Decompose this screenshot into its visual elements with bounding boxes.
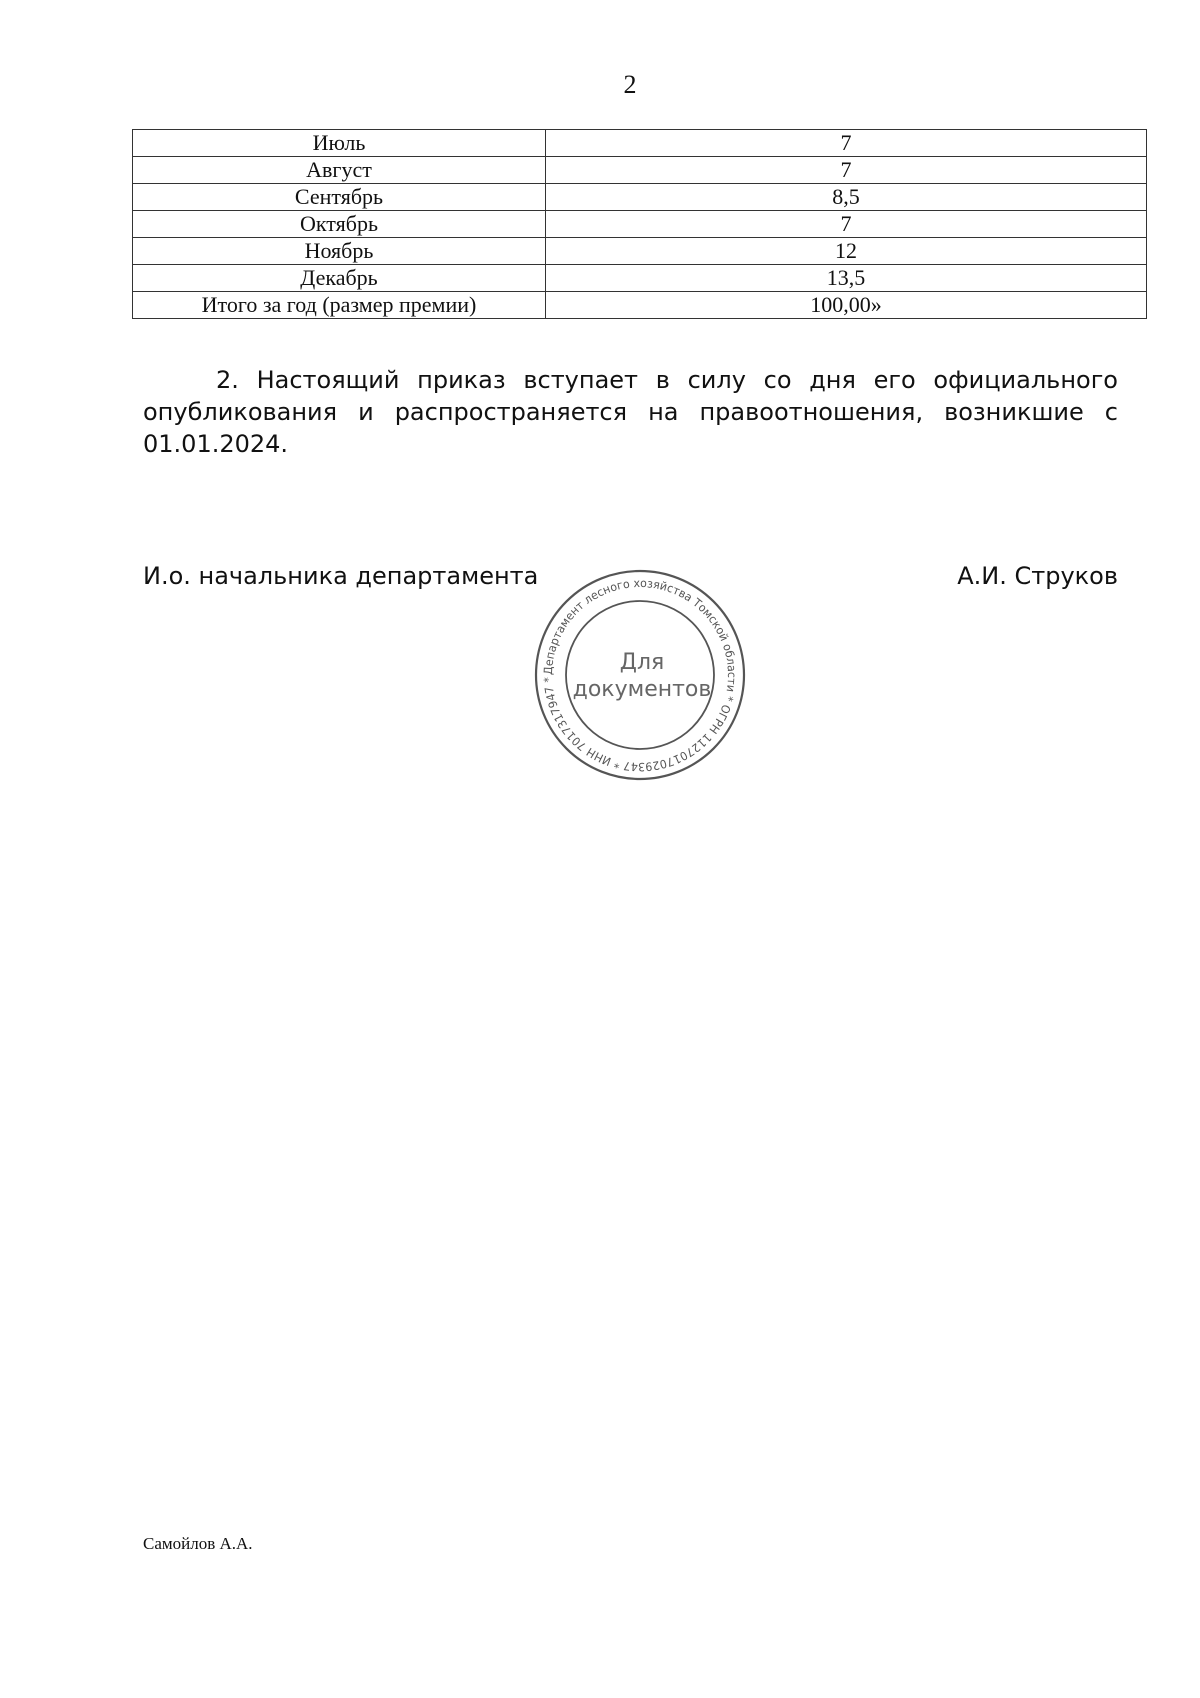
- paragraph-effective-date: 2. Настоящий приказ вступает в силу со дня его официального опубликования и распространяется на правоотношения, возникшие с 01.01.2024.: [143, 366, 1118, 458]
- value-cell: 13,5: [546, 265, 1147, 292]
- table-row: [133, 238, 1147, 265]
- bonus-distribution-table: [132, 129, 1147, 319]
- executor-name: Самойлов А.А.: [143, 1534, 253, 1553]
- table-row: [133, 265, 1147, 292]
- table-row: [133, 130, 1147, 157]
- month-cell: Сентябрь: [133, 184, 546, 211]
- table-row: [133, 184, 1147, 211]
- value-cell: 12: [546, 238, 1147, 265]
- stamp-inner-ring: [566, 601, 714, 749]
- signatory-name: А.И. Струков: [957, 562, 1118, 590]
- stamp-outer-ring: [536, 571, 744, 779]
- month-cell: Декабрь: [133, 265, 546, 292]
- value-cell: 7: [546, 211, 1147, 238]
- signatory-position: И.о. начальника департамента: [143, 562, 539, 590]
- value-cell: 7: [546, 130, 1147, 157]
- stamp-ring-text: Департамент лесного хозяйства Томской области * ОГРН 1127017029347 * ИНН 7017317947 *: [540, 575, 740, 775]
- stamp-center-line-1: Для: [619, 650, 665, 675]
- table-row: [133, 157, 1147, 184]
- total-value-cell: 100,00»: [546, 292, 1147, 319]
- month-cell: Август: [133, 157, 546, 184]
- page-number: 2: [623, 70, 637, 99]
- official-stamp: [530, 565, 750, 785]
- month-cell: Октябрь: [133, 211, 546, 238]
- value-cell: 7: [546, 157, 1147, 184]
- total-label-cell: Итого за год (размер премии): [133, 292, 546, 319]
- stamp-center-line-2: документов: [572, 677, 712, 702]
- month-cell: Ноябрь: [133, 238, 546, 265]
- value-cell: 8,5: [546, 184, 1147, 211]
- month-cell: Июль: [133, 130, 546, 157]
- table-total-row: [133, 292, 1147, 319]
- table-row: [133, 211, 1147, 238]
